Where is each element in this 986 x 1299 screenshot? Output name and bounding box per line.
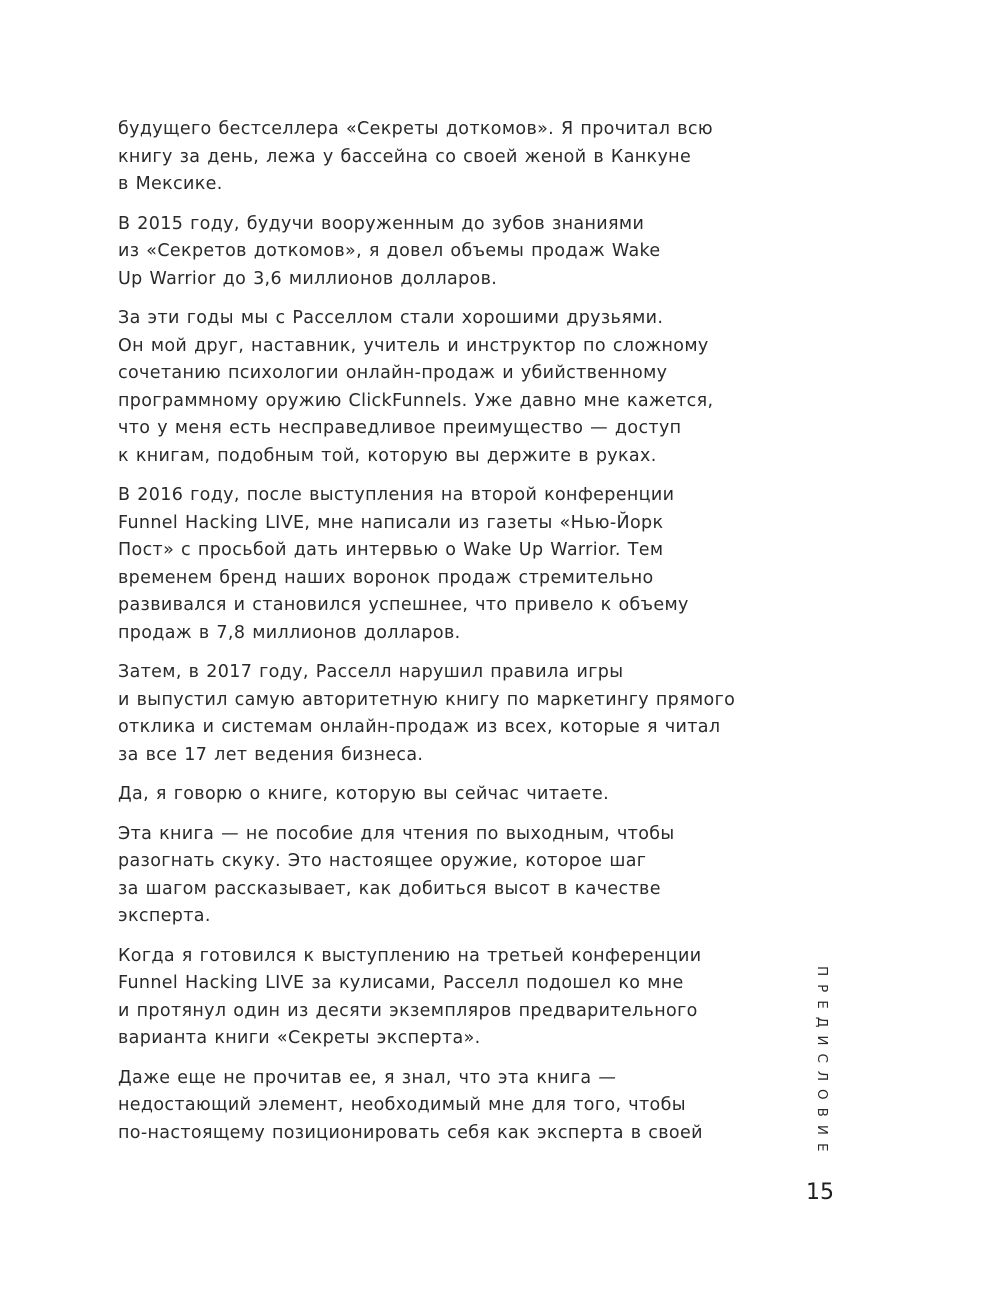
text-line: развивался и становился успешнее, что привело к объему — [118, 595, 689, 615]
text-line: временем бренд наших воронок продаж стремительно — [118, 567, 654, 588]
text-line: За эти годы мы с Расселлом стали хорошими друзьями. — [118, 308, 664, 328]
text-line: В 2016 году, после выступления на второй конференции — [118, 485, 675, 505]
text-line: недостающий элемент, необходимый мне для того, чтобы — [118, 1095, 686, 1115]
text-line: за все 17 лет ведения бизнеса. — [118, 744, 424, 765]
text-line: что у меня есть несправедливое преимущество — доступ — [118, 418, 682, 438]
paragraph-6 — [118, 781, 798, 809]
text-line: сочетанию психологии онлайн-продаж и убийственному — [118, 363, 668, 383]
paragraph-7 — [118, 821, 798, 931]
text-line: Эта книга — не пособие для чтения по выходным, чтобы — [118, 823, 675, 844]
text-line: Пост» с просьбой дать интервью о Wake Up Warrior. Тем — [118, 540, 664, 560]
paragraph-1 — [118, 116, 798, 199]
text-line: Затем, в 2017 году, Расселл нарушил правила игры — [118, 662, 624, 682]
text-line: и протянул один из десяти экземпляров предварительного — [118, 1000, 698, 1021]
paragraph-3 — [118, 305, 798, 470]
section-label — [810, 966, 834, 1160]
text-line: Он мой друг, наставник, учитель и инструктор по сложному — [118, 335, 709, 356]
text-line: по-настоящему позиционировать себя как эксперта в своей — [118, 1122, 703, 1143]
text-line: варианта книги «Секреты эксперта». — [118, 1028, 481, 1048]
text-line: Funnel Hacking LIVE за кулисами, Расселл подошел ко мне — [118, 973, 684, 993]
text-line: отклика и системам онлайн-продаж из всех, которые я читал — [118, 717, 721, 737]
text-line: в Мексике. — [118, 174, 223, 194]
paragraph-4 — [118, 482, 798, 647]
page-number: 15 — [806, 1180, 834, 1205]
paragraph-5 — [118, 659, 798, 769]
text-line: за шагом рассказывает, как добиться высот в качестве — [118, 878, 661, 899]
body-text — [118, 116, 798, 1159]
text-line: к книгам, подобным той, которую вы держите в руках. — [118, 445, 657, 466]
section-label-text: ПРЕДИСЛОВИЕ — [814, 966, 830, 1160]
text-line: В 2015 году, будучи вооруженным до зубов знаниями — [118, 213, 645, 234]
text-line: Да, я говорю о книге, которую вы сейчас читаете. — [118, 784, 610, 804]
text-line: из «Секретов доткомов», я довел объемы продаж Wake — [118, 241, 661, 261]
text-line: программному оружию ClickFunnels. Уже давно мне кажется, — [118, 390, 714, 411]
text-line: и выпустил самую авторитетную книгу по маркетингу прямого — [118, 689, 736, 710]
text-line: Даже еще не прочитав ее, я знал, что эта книга — — [118, 1067, 617, 1088]
text-line: книгу за день, лежа у бассейна со своей женой в Канкуне — [118, 146, 692, 167]
text-line: Funnel Hacking LIVE, мне написали из газеты «Нью-Йорк — [118, 512, 664, 533]
text-line: разогнать скуку. Это настоящее оружие, которое шаг — [118, 851, 647, 871]
paragraph-9 — [118, 1065, 798, 1148]
paragraph-8 — [118, 943, 798, 1053]
text-line: Up Warrior до 3,6 миллионов долларов. — [118, 268, 498, 289]
paragraph-2 — [118, 211, 798, 294]
text-line: продаж в 7,8 миллионов долларов. — [118, 622, 461, 643]
text-line: эксперта. — [118, 906, 211, 926]
text-line: Когда я готовился к выступлению на третьей конференции — [118, 945, 702, 966]
text-line: будущего бестселлера «Секреты доткомов». Я прочитал всю — [118, 119, 713, 139]
